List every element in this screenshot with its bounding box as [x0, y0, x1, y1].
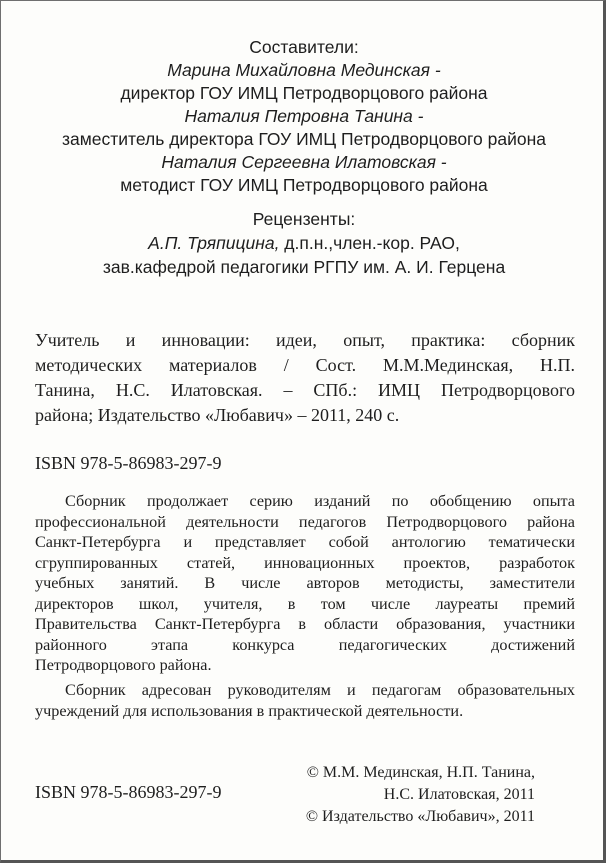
compiler-role: методист ГОУ ИМЦ Петродворцового района	[120, 175, 488, 195]
annotation-line: Санкт-Петербурга и представляет собой антологию тематически	[35, 533, 575, 551]
annotation-line: районного этапа конкурса педагогических достижений	[35, 635, 575, 654]
reviewer-title: д.п.н.,член.-кор. РАО,	[279, 233, 460, 253]
annotation-line: Сборник адресован руководителям и педагогам образовательных	[65, 681, 575, 699]
compiler-name: Марина Михайловна Мединская -	[167, 60, 441, 80]
annotation-line: Правительства Санкт-Петербурга в области образования, участники	[35, 615, 575, 633]
isbn-bottom: ISBN 978-5-86983-297-9	[35, 782, 222, 802]
compiler-role: директор ГОУ ИМЦ Петродворцового района	[120, 83, 488, 103]
annotation-line: директоров школ, учителя, в том числе лауреаты премий	[35, 594, 575, 613]
copyright-line: Н.С. Илатовская, 2011	[383, 786, 535, 803]
annotation-line: Сборник продолжает серию изданий по обобщению опыта	[65, 492, 575, 510]
copyright-block	[306, 762, 535, 828]
reviewer-line	[1, 233, 606, 254]
compiler-role: заместитель директора ГОУ ИМЦ Петродворцового района	[61, 129, 547, 149]
annotation-paragraph	[35, 491, 575, 676]
bibliography-line: методических материалов / Сост. М.М.Мединская, Н.П.	[35, 355, 575, 375]
bibliography-line: района; Издательство «Любавич» – 2011, 240 с.	[35, 405, 400, 425]
annotation-line: профессиональной деятельности педагогов Петродворцового района	[35, 512, 575, 531]
annotation-line: Петродворцового района.	[35, 656, 212, 674]
annotation-line: учреждений для использования в практической деятельности.	[35, 701, 464, 720]
copyright-line: © Издательство «Любавич», 2011	[305, 808, 535, 825]
annotation-line: учебных занятий. В числе авторов методисты, заместители	[35, 574, 575, 592]
isbn-top: ISBN 978-5-86983-297-9	[35, 453, 222, 473]
reviewers-heading: Рецензенты:	[252, 209, 356, 229]
compilers-heading: Составители:	[249, 37, 359, 57]
copyright-line: © М.М. Мединская, Н.П. Танина,	[306, 764, 535, 781]
bibliography-line: Учитель и инновации: идеи, опыт, практика: сборник	[35, 330, 575, 350]
bibliography-line: Танина, Н.С. Илатовская. – СПб.: ИМЦ Петродворцового	[35, 380, 575, 400]
compiler-name: Наталия Сергеевна Илатовская -	[161, 152, 447, 172]
reviewer-position: зав.кафедрой педагогики РГПУ им. А. И. Герцена	[102, 257, 506, 277]
reviewer-name: А.П. Тряпицина,	[148, 233, 280, 253]
annotation-paragraph	[35, 680, 575, 721]
annotation-line: сгруппированных статей, инновационных проектов, разработок	[35, 553, 575, 572]
compiler-name: Наталия Петровна Танина -	[184, 106, 424, 126]
